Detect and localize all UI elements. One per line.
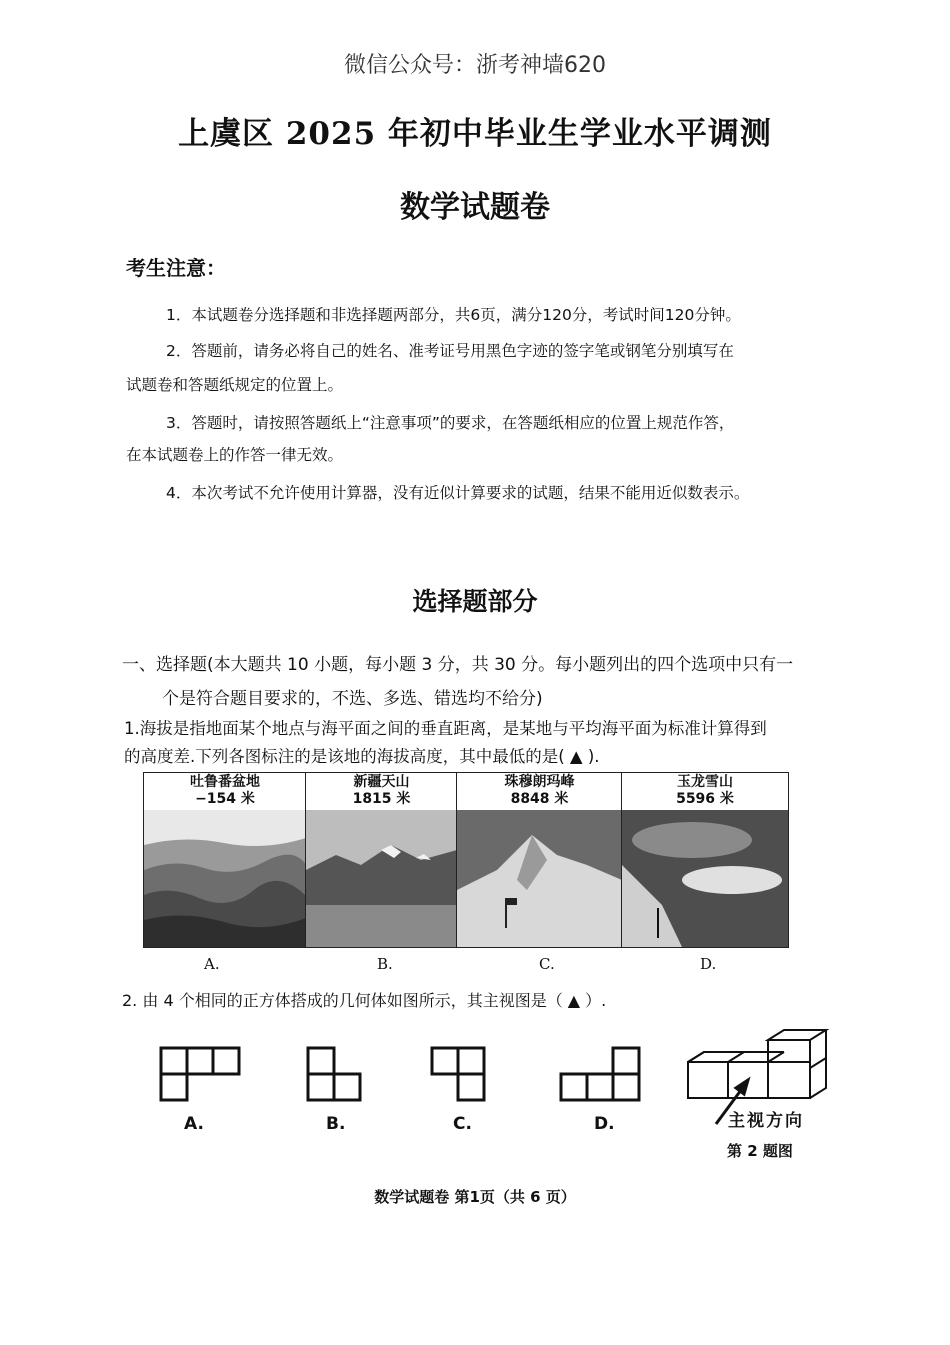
notice-item: 试题卷和答题纸规定的位置上。	[126, 376, 344, 394]
altitude: 5596 米	[676, 791, 734, 807]
view-direction-label: 主视方向	[728, 1111, 804, 1131]
figure-caption: 第 2 题图	[727, 1142, 793, 1160]
everest-photo	[457, 810, 622, 947]
altitude: −154 米	[195, 791, 255, 807]
altitude: 8848 米	[510, 791, 569, 807]
section-title: 选择题部分	[412, 587, 538, 616]
exam-subtitle: 数学试题卷	[400, 190, 550, 225]
watermark: 微信公众号：浙考神墙620	[344, 53, 606, 78]
notice-item: 在本试题卷上的作答一律无效。	[126, 446, 344, 464]
notice-item: 1．本试题卷分选择题和非选择题两部分，共6页，满分120分，考试时间120分钟。	[166, 306, 741, 324]
notice-item: 3．答题时，请按照答题纸上“注意事项”的要求，在答题纸相应的位置上规范作答，	[166, 414, 735, 432]
q1-option-letter: A.	[204, 955, 220, 973]
q2-text: 2. 由 4 个相同的正方体搭成的几何体如图所示，其主视图是（ ▲ ）.	[122, 991, 607, 1010]
q2-option-d-view	[559, 1046, 643, 1104]
q2-option-letter: A.	[184, 1114, 204, 1134]
tianshan-photo	[306, 810, 457, 947]
q1-option-letter: C.	[539, 955, 555, 973]
q2-option-letter: D.	[594, 1114, 615, 1134]
q2-option-a-view	[159, 1046, 243, 1104]
option-a-image	[143, 772, 307, 948]
place-name: 新疆天山	[353, 774, 410, 790]
altitude: 1815 米	[352, 791, 411, 807]
place-name: 珠穆朗玛峰	[504, 774, 575, 790]
notice-item: 4．本次考试不允许使用计算器，没有近似计算要求的试题，结果不能用近似数表示。	[166, 484, 750, 502]
q2-option-c-view	[430, 1046, 488, 1104]
q2-option-b-view	[306, 1046, 364, 1104]
q1-option-letter: B.	[377, 955, 393, 973]
basin-photo	[144, 810, 306, 947]
q2-option-letter: B.	[326, 1114, 346, 1134]
place-name: 玉龙雪山	[677, 774, 733, 790]
part-intro-line: 个是符合题目要求的，不选、多选、错选均不给分)	[162, 689, 543, 709]
q1-option-letter: D.	[700, 955, 717, 973]
part-intro-line: 一、选择题(本大题共 10 小题，每小题 3 分，共 30 分。每小题列出的四个选项中只有一	[122, 655, 794, 675]
option-d-image	[621, 772, 789, 948]
page-footer: 数学试题卷 第1页（共 6 页）	[374, 1188, 576, 1206]
q2-option-letter: C.	[453, 1114, 472, 1134]
place-name: 吐鲁番盆地	[190, 774, 260, 790]
q1-text: 1.海拔是指地面某个地点与海平面之间的垂直距离，是某地与平均海平面为标准计算得到	[124, 719, 767, 738]
exam-title: 上虞区 2025 年初中毕业生学业水平调测	[178, 116, 772, 152]
notice-heading: 考生注意：	[126, 256, 226, 280]
option-b-image	[305, 772, 458, 948]
yulong-photo	[622, 810, 788, 947]
notice-item: 2．答题前，请务必将自己的姓名、准考证号用黑色字迹的签字笔或钢笔分别填写在	[166, 342, 734, 360]
option-c-image	[456, 772, 623, 948]
q1-text: 的高度差.下列各图标注的是该地的海拔高度，其中最低的是( ▲ ).	[124, 747, 600, 766]
